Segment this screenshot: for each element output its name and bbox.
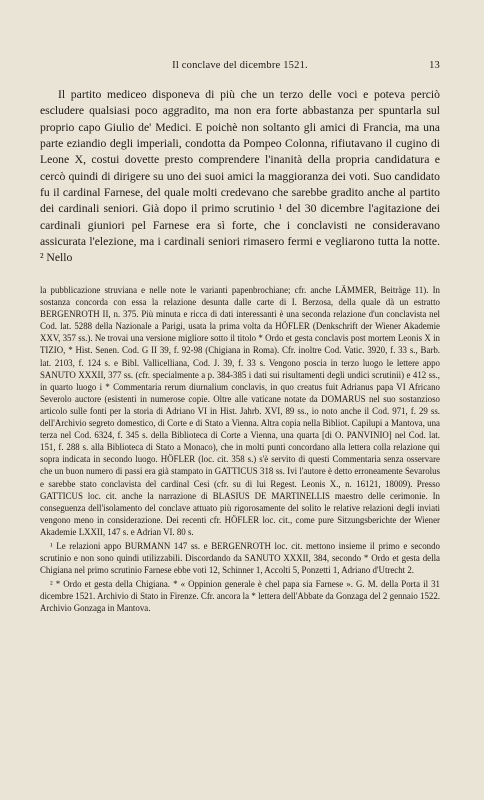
- page-number: 13: [429, 60, 440, 71]
- footnote-1: ¹ Le relazioni appo BURMANN 147 ss. e BERGENROTH loc. cit. mettono insieme il primo e secondo scrutinio e non sono quindi utilizzabili. Discordando da SANUTO XXXII, 384, secondo * Ordo et gesta della Chigiana nel primo scrutinio Farnese ebbe voti 12, Schinner 1, Accolti 5, Ponzetti 1, Adriano d'Utrecht 2.: [40, 540, 440, 576]
- body-paragraph: Il partito mediceo disponeva di più che un terzo delle voci e poteva perciò escludere qualsiasi poco aggradito, ma non era forte abbastanza per spuntarla sul proprio capo Giulio de' Medici. E poichè non soltanto gli amici di Francia, ma una parte eziandio degli imperiali, condotta da Pompeo Colonna, rifiutavano il cugino di Leone X, costui dovette presto comprendere l'inanità della propria candidatura e cercò quindi di dirigere su uno dei suoi amici la maggioranza dei voti. Suo candidato fu il cardinal Farnese, del quale molti credevano che sarebbe gradito anche al partito dei cardinali seniori. Già dopo il primo scrutinio ¹ del 30 dicembre l'agitazione dei cardinali giuniori pel Farnese era sì forte, che i conclavisti ne consideravano assicurata l'elezione, ma i cardinali seniori rimasero fermi e vegliarono tutta la notte. ² Nello: [40, 88, 440, 265]
- footnotes: [40, 284, 440, 615]
- running-head: [40, 60, 440, 74]
- running-title: Il conclave del dicembre 1521.: [172, 60, 308, 71]
- footnote-continuation: la pubblicazione struviana e nelle note le varianti papenbrochiane; cfr. anche LÄMMER, Beiträge 11). In sostanza concorda con essa la relazione desunta dalle carte di I. Berzosa, della quale dà un estratto BERGENROTH II, n. 375. Più minuta e ricca di dati interessanti è una seconda relazione d'un conclavista nel Cod. lat. 5288 della Nazionale a Parigi, usata la prima volta da HÖFLER (Denkschrift der Wiener Akademie XXV, 357 ss.). Ne trovai una versione migliore sotto il titolo * Ordo et gesta conclavis post mortem Leonis X in TIZIO, * Hist. Senen. Cod. G II 39, f. 92-98 (Chigiana in Roma). Cfr. inoltre Cod. Vatic. 3920, f. 33 s., Barb. lat. 2103, f. 124 s. e Bibl. Vallicelliana, Cod. J. 39, f. 33 s. Vengono poscia in terzo luogo le lettere appo SANUTO XXXII, 377 ss. (cfr. specialmente a p. 384-385 i dati sui risultamenti degli undici scrutinii) e 412 ss., in quarto luogo i * Commentaria rerum diurnalium conclavis, in quo creatus fuit Adrianus papa VI Africano Severolo auctore (esistenti in numerose copie. Oltre alle vaticane notate da DOMARUS nel suo sostanzioso articolo sulle fonti per la storia di Adriano VI in Hist. Jahrb. XVI, 89 ss., io noto anche il Cod. 971, f. 29 ss. dell'Archivio segreto domestico, di Corte e di Stato a Vienna. Altra copia nella Bibliot. Capilupi a Mantova, una terza nel Cod. 6324, f. 345 s. della Biblioteca di Corte a Vienna, una quarta [di O. PANVINIO] nel Cod. lat. 151, f. 288 s. alla Biblioteca di Stato a Monaco), che in molti punti concordano alla lettera colla relazione qui sopra indicata in secondo luogo. HÖFLER (loc. cit. 358 s.) s'è servito di questi Commentaria senza osservare che un buon numero di passi era già stampato in GATTICUS 318 ss. Ivi l'autore è detto erroneamente Sevarolus e sarebbe stato conclavista del cardinal Cesi (cfr. su di lui Regest. Leonis X., n. 16121, 18009). Presso GATTICUS loc. cit. anche la narrazione di BLASIUS DE MARTINELLIS maestro delle cerimonie. In conseguenza dell'isolamento del conclave attuato più rigorosamente del solito le relative relazioni degli inviati vengono meno in considerazione. Dei recenti cfr. HÖFLER loc. cit., come pure Sitzungsberichte der Wiener Akademie LXXII, 147 s. e Adrian VI. 80 s.: [40, 285, 440, 537]
- footnote-2: ² * Ordo et gesta della Chigiana. * « Oppinion generale è chel papa sia Farnese ». G. M. della Porta il 31 dicembre 1521. Archivio di Stato in Firenze. Cfr. ancora la * lettera dell'Abbate da Gonzaga del 2 gennaio 1522. Archivio Gonzaga in Mantova.: [40, 579, 440, 614]
